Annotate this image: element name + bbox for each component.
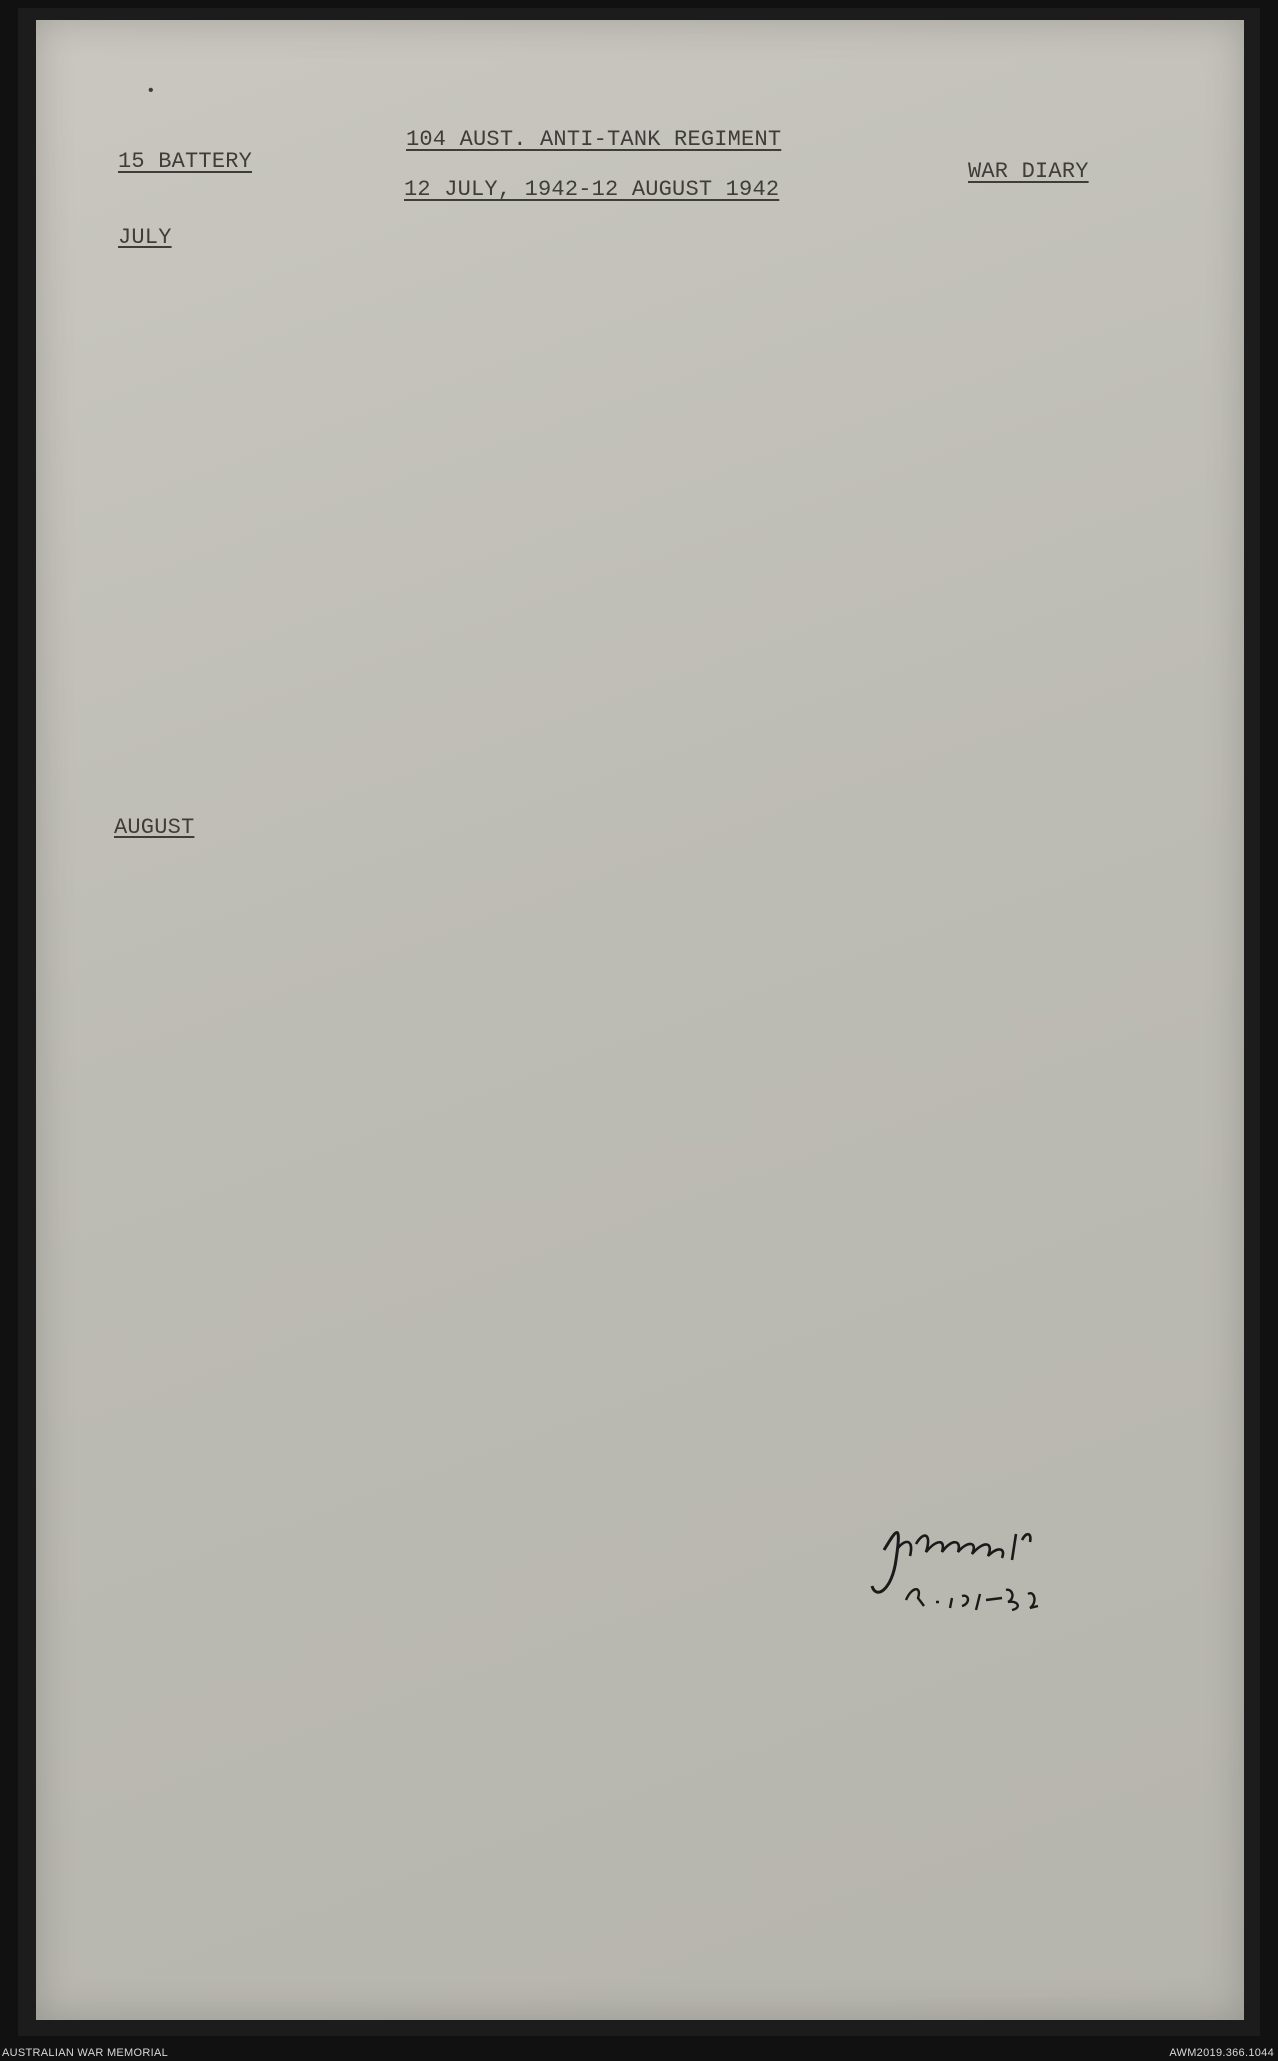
signature-name: J.H.Crawford Lt.: [872, 1618, 882, 1619]
july-heading: JULY: [118, 225, 172, 250]
battery-heading: 15 BATTERY: [118, 149, 253, 174]
period-heading: 12 JULY, 1942-12 AUGUST 1942: [404, 177, 780, 202]
august-heading: AUGUST: [114, 815, 195, 840]
caption-right: AWM2019.366.1044: [1169, 2047, 1274, 2059]
caption-left: AUSTRALIAN WAR MEMORIAL: [2, 2047, 169, 2059]
signature: [866, 1490, 1186, 1620]
document-page: [36, 20, 1244, 2020]
regiment-heading: 104 AUST. ANTI-TANK REGIMENT: [406, 127, 782, 152]
war-diary-heading: WAR DIARY: [968, 159, 1089, 184]
ink-mark: •: [146, 82, 156, 100]
